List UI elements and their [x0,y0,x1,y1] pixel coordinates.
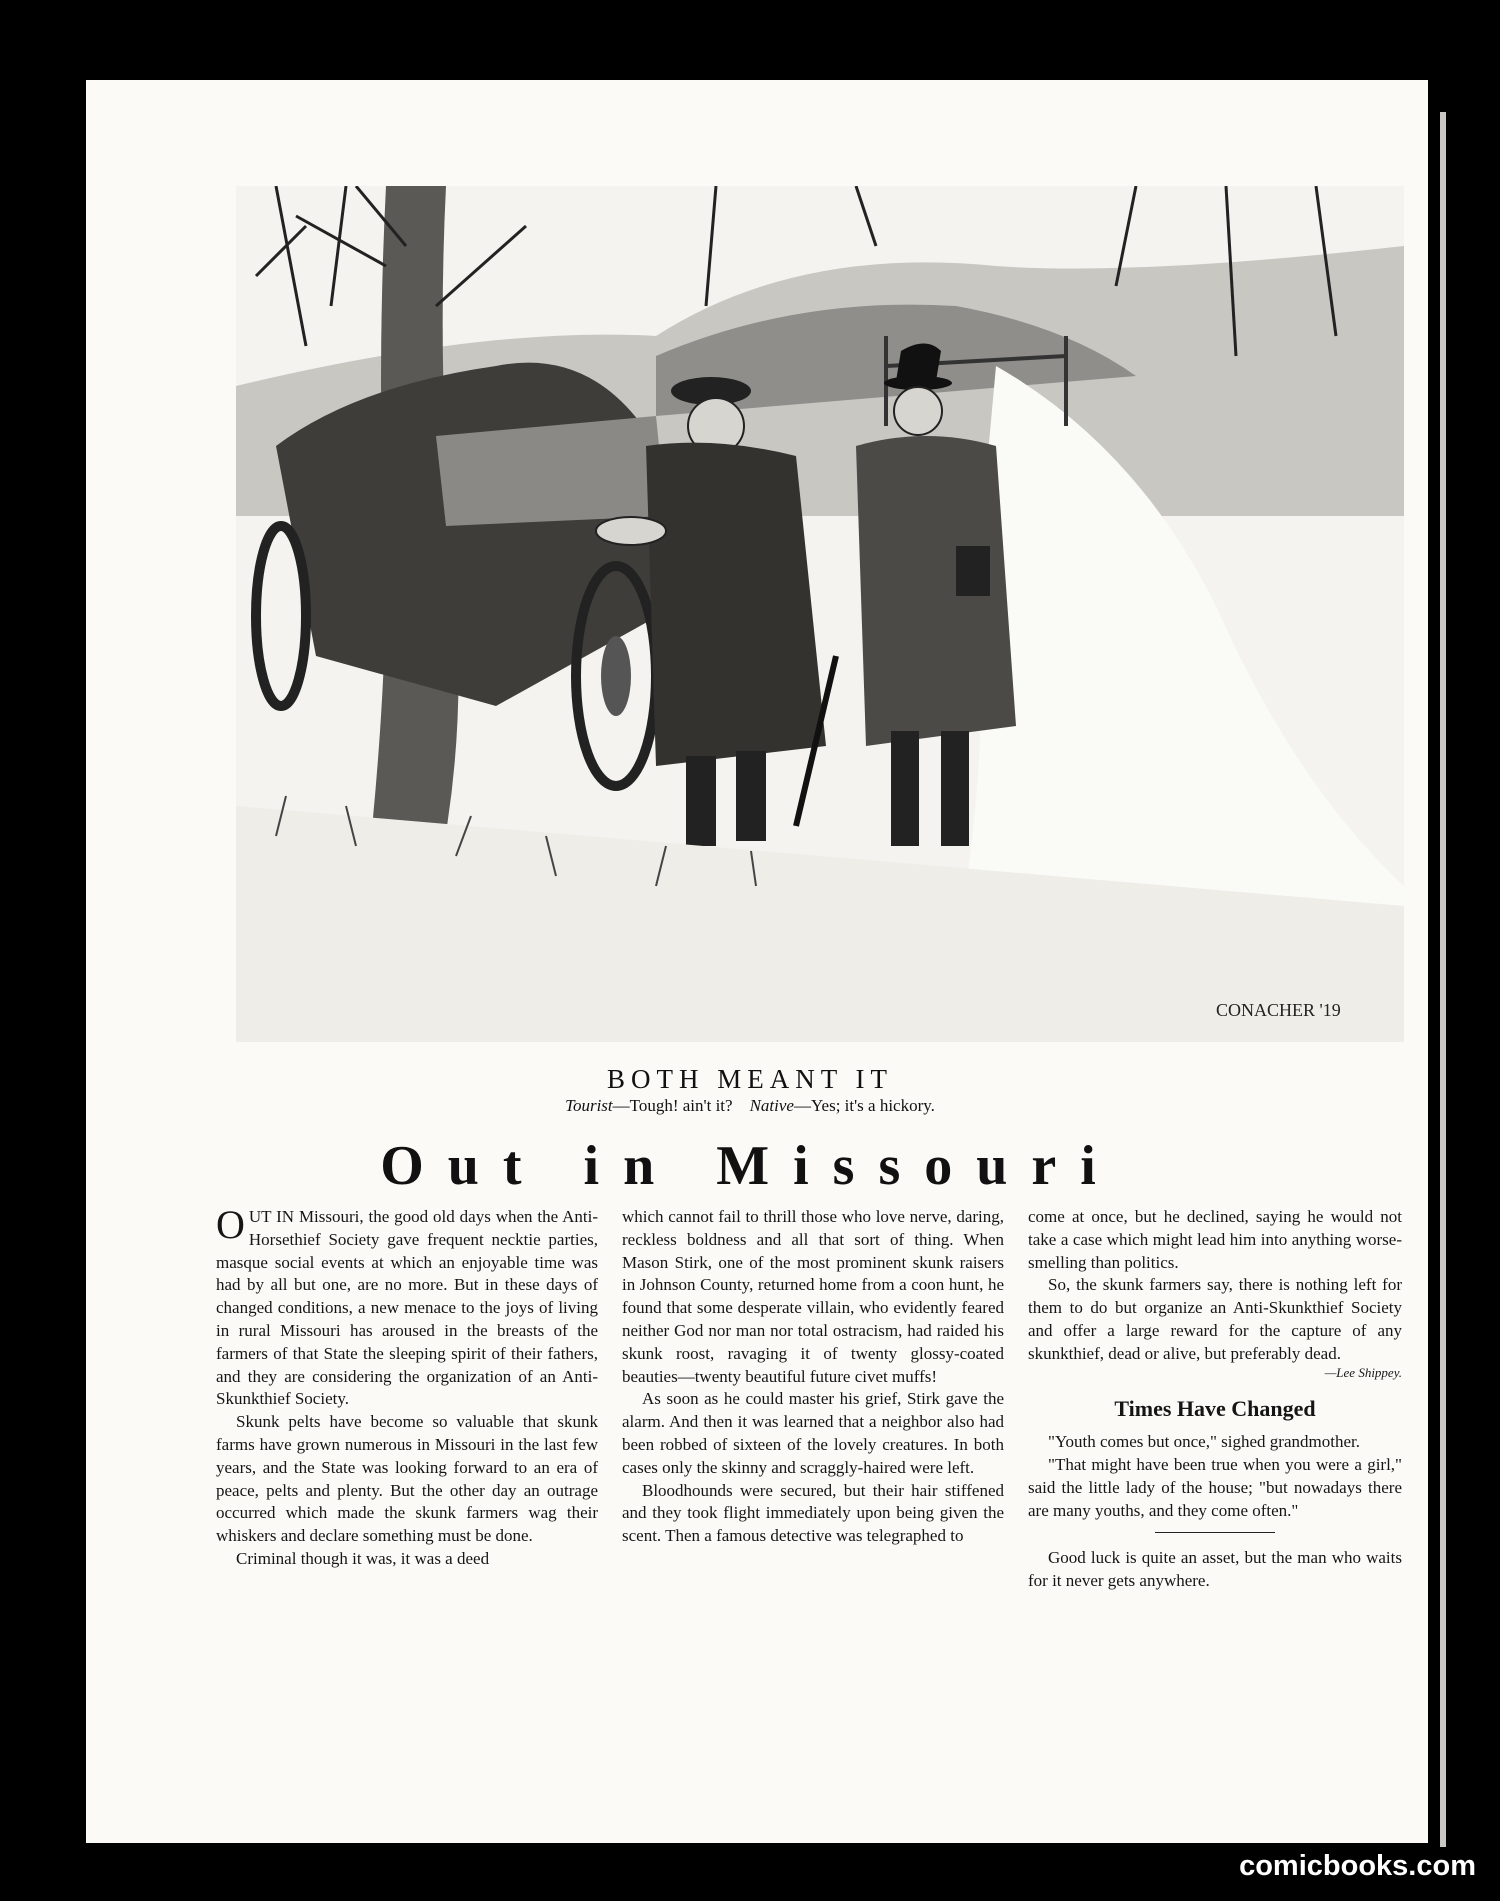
cartoon-caption-title: BOTH MEANT IT [607,1064,893,1094]
page-edge [1440,112,1446,1847]
cartoon-drawing [236,186,1404,1042]
article-paragraph: come at once, but he declined, saying he would not take a case which might lead him into anything worse-smelling than politics. [1028,1207,1402,1272]
article-paragraph: OUT IN Missouri, the good old days when the Anti-Horsethief Society gave frequent necktie parties, masque social events at which an enjoyable time was had by all but one, are no more. But in these days of changed conditions, a new menace to the joys of living in rural Missouri has aroused in the breasts of the farmers of that State the sleeping spirit of their fathers, and they are considering the organization of an Anti-Skunkthief Society. [216,1202,598,1409]
sidebar-title: Times Have Changed [1114,1396,1316,1422]
filler-paragraph: Good luck is quite an asset, but the man who waits for it never gets anywhere. [1028,1548,1402,1591]
article-paragraph: which cannot fail to thrill those who love nerve, daring, reckless boldness and all that sort of thing. When Mason Stirk, one of the most prominent skunk raisers in Johnson County, returned home from a coon hunt, he found that some desperate villain, who evidently feared neither God nor man nor total ostracism, had raided his skunk roost, ravaging it of twenty glossy-coated beauties—twenty beautiful future civet muffs! [622,1207,1004,1386]
sidebar-paragraph: "Youth comes but once," sighed grandmother. [1048,1432,1360,1452]
article-paragraph: As soon as he could master his grief, Stirk gave the alarm. And then it was learned that a neighbor also had been robbed of sixteen of the lovely creatures. In both cases only the skinny and scraggly-haired were left. [622,1389,1004,1477]
article-column-1 [216,1202,598,1571]
tourist-speaker: Tourist [565,1096,613,1115]
article-paragraph: Criminal though it was, it was a deed [236,1548,490,1568]
drop-cap: O [216,1202,245,1247]
cartoon-illustration [236,186,1404,1042]
article-column-3 [1028,1206,1402,1593]
native-line: —Yes; it's a hickory. [793,1096,935,1115]
native-speaker: Native [749,1096,794,1115]
article-paragraph: So, the skunk farmers say, there is nothing left for them to do but organize an Anti-Skunkthief Society and offer a large reward for the capture of any skunkthief, dead or alive, but preferably dead. [1028,1275,1402,1363]
article-paragraph: Skunk pelts have become so valuable that skunk farms have grown numerous in Missouri in the last few years, and the State was looking forward to an era of peace, pelts and plenty. But the other day an outrage occurred which made the skunk farmers wag their whiskers and declare something must be done. [216,1412,598,1546]
article-column-2 [622,1206,1004,1548]
cartoon-caption-dialogue [0,1096,1500,1116]
sidebar-paragraph: "That might have been true when you were a girl," said the little lady of the house; "but nowadays there are many youths, and they come often." [1028,1454,1402,1520]
divider-rule [1155,1532,1275,1533]
site-watermark: comicbooks.com [1239,1850,1476,1882]
article-paragraph: Bloodhounds were secured, but their hair stiffened and they took flight immediately upon being given the scent. Then a famous detective was telegraphed to [622,1480,1004,1546]
article-headline: Out in Missouri [380,1135,1120,1197]
tourist-line: —Tough! ain't it? [612,1096,733,1115]
author-signature: —Lee Shippey. [1324,1364,1402,1380]
artist-signature: CONACHER '19 [1216,1000,1341,1020]
